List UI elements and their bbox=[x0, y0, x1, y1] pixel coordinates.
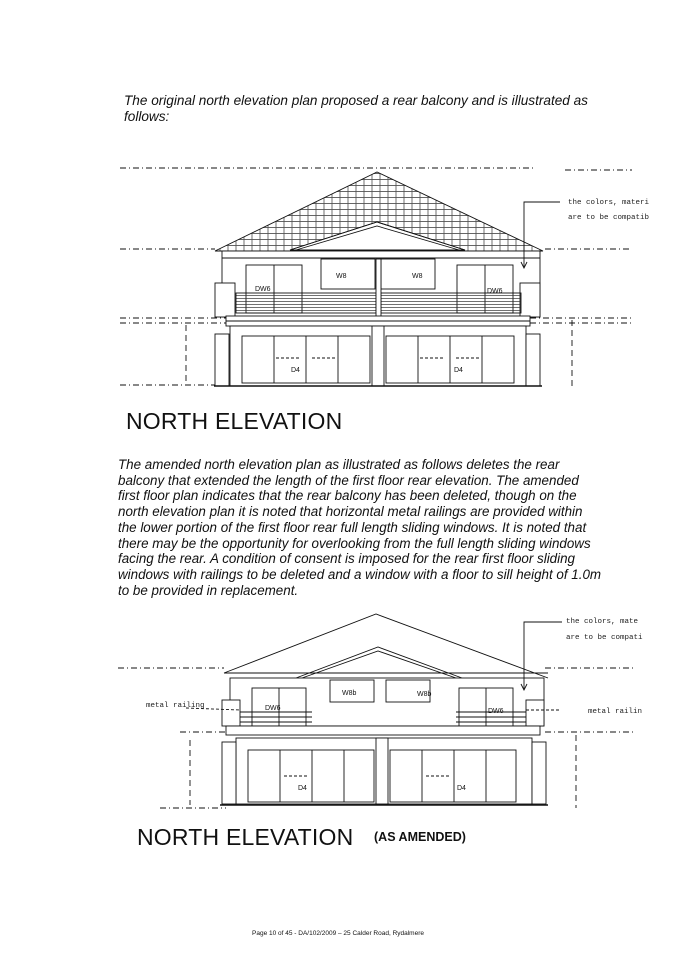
amended-paragraph: The amended north elevation plan as illustrated as follows deletes the rear balcony that extended the length of the first floor rear elevation. The amended first floor plan indicates that the rear balcony has been deleted, though on the north elevation plan it is noted that horizontal metal railings are provided within the lower portion of the first floor rear full length sliding windows. It is noted that there may be the opportunity for overlooking from the full length sliding windows facing the rear. A condition of consent is imposed for the rear first floor sliding windows with railings to be deleted and a window with a floor to sill height of 1.0m to be provided in replacement. bbox=[118, 457, 602, 598]
amended-tag-d-right: D4 bbox=[457, 785, 466, 792]
tag-w-left: W8 bbox=[336, 273, 347, 280]
amended-tag-w-right: W8b bbox=[417, 691, 432, 698]
amended-caption-suffix: (AS AMENDED) bbox=[374, 830, 466, 844]
amended-tag-d-left: D4 bbox=[298, 785, 307, 792]
metal-railing-note-right: metal railin bbox=[588, 708, 643, 716]
page-footer: Page 10 of 45 - DA/102/2009 – 25 Calder Road, Rydalmere bbox=[252, 930, 424, 937]
amended-note-line2: are to be compati bbox=[566, 634, 643, 642]
amended-elevation-caption: NORTH ELEVATION bbox=[137, 824, 354, 850]
tag-dw-left: DW6 bbox=[255, 286, 271, 293]
original-note-line2: are to be compatib bbox=[568, 214, 650, 222]
amended-tag-dw-left: DW6 bbox=[265, 705, 281, 712]
tag-d-left: D4 bbox=[291, 367, 300, 374]
tag-dw-right: DW6 bbox=[487, 288, 503, 295]
amended-tag-dw-right: DW6 bbox=[488, 708, 504, 715]
tag-w-right: W8 bbox=[412, 273, 423, 280]
intro-paragraph: The original north elevation plan proposed a rear balcony and is illustrated as follows: bbox=[124, 93, 588, 124]
original-note-line1: the colors, materi bbox=[568, 199, 650, 207]
metal-railing-note-left: metal railing bbox=[146, 702, 205, 710]
tag-d-right: D4 bbox=[454, 367, 463, 374]
amended-note-line1: the colors, mate bbox=[566, 618, 639, 626]
original-elevation-caption: NORTH ELEVATION bbox=[126, 408, 343, 434]
amended-tag-w-left: W8b bbox=[342, 690, 357, 697]
